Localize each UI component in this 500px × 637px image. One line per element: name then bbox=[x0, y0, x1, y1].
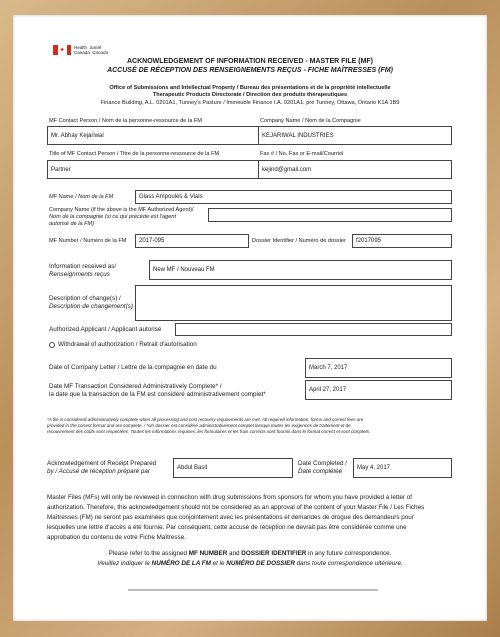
title-en: ACKNOWLEDGEMENT OF INFORMATION RECEIVED - MASTER FILE (MF) bbox=[126, 58, 374, 65]
company-field[interactable]: KEJARIWAL INDUSTRIES bbox=[258, 126, 452, 145]
company-label: Company Name / Nom de la Compagnie bbox=[260, 118, 361, 124]
dossier-field[interactable]: f2017095 bbox=[352, 234, 452, 248]
completed-label: Date Completed / Date complétée bbox=[298, 460, 348, 475]
complete-date-field[interactable]: April 27, 2017 bbox=[305, 380, 452, 400]
mf-name-field[interactable]: Glass Ampoules & Vials bbox=[135, 190, 452, 204]
applicant-label: Authorized Applicant / Applicant autorisé bbox=[49, 326, 162, 333]
dept-name: Health Santé Canada Canada bbox=[74, 45, 109, 55]
description-label: Description of change(s) / Description de changement(s) bbox=[49, 295, 133, 310]
title-fr: ACCUSÉ DE RÉCEPTION DES RENSEIGNEMENTS REÇUS - FICHE MAÎTRESSES (FM) bbox=[107, 67, 393, 74]
contact-field[interactable]: Mr. Abhay Kejariwal bbox=[47, 126, 259, 145]
letter-date-field[interactable]: March 7, 2017 bbox=[305, 358, 452, 378]
prepared-field[interactable]: Abdul Basit bbox=[173, 458, 293, 478]
info-received-field[interactable]: New MF / Nouveau FM bbox=[149, 260, 452, 280]
office-line: Office of Submissions and Intellectual Property / Bureau des présentations et de la propriété intellectuelle bbox=[109, 85, 391, 91]
contact-label: MF Contact Person / Nom de la personne-ressource de la FM bbox=[49, 118, 202, 124]
description-field[interactable] bbox=[135, 285, 452, 321]
review-notice: Master Files (MFs) will only be reviewed in connection with drug submissions from sponsors for whom you have provided a letter of authorization. Therefore, this acknowledgement should not be considered as an approval of the content of your Master File / Les Fiches Maîtresses (FM) ne seront pas examinées que conjointement avec les présentations et demandes de drogue des demandeurs pour lesquelles une lettre d'accès a été fournie. Par conséquent, cette accusé de réception ne devrait pas être considérée comme une approbation du contenu de votre Fiche Maîtresse. bbox=[47, 494, 425, 541]
mf-number-label: MF Number / Numéro de la FM bbox=[49, 238, 127, 244]
agent-label-2: Nom de la compagnie (si ce qui précède est l'agent bbox=[49, 214, 176, 220]
info-label: Information received as/ Renseignments reçus bbox=[49, 263, 117, 278]
address-line: Finance Building, A.L. 0201A1, Tunney's Pasture / Immeuble Finance I.A. 0201A1, pré Tunney, Ottawa, Ontario K1A 1B9 bbox=[100, 100, 400, 106]
prepared-label: Acknowledgement of Receipt Prepared by / Accusé de réception préparé par bbox=[47, 460, 157, 475]
refer-fr: Veuillez indiquer le NUMÉRO DE LA FM et le NUMÉRO DE DOSSIER dans toute correspondance ultérieure. bbox=[97, 560, 403, 567]
applicant-field[interactable] bbox=[175, 323, 452, 336]
mf-name-label: MF Name / Nom de la FM bbox=[49, 194, 114, 200]
health-canada-logo bbox=[53, 45, 108, 55]
directorate-line: Therapeutic Products Directorate / Direction des produits thérapeutiques bbox=[152, 92, 348, 98]
fax-field[interactable]: kejind@gmail.com bbox=[258, 160, 452, 179]
withdrawal-label: Withdrawal of authorization / Retrait d'autorisation bbox=[58, 341, 197, 348]
title-label: Title of MF Contact Person / Titre de la personne-ressource de la FM bbox=[49, 151, 220, 157]
refer-en: Please refer to the assigned MF NUMBER and DOSSIER IDENTIFIER in any future correspondence. bbox=[108, 550, 392, 557]
agent-label-1: Company Name (if the above is the MF Authorized Agent)/ bbox=[49, 207, 194, 213]
canada-flag-icon: ✦ bbox=[53, 45, 71, 55]
agent-field[interactable] bbox=[208, 208, 452, 222]
fax-label: Fax # / No. Fax or E-mail/Courriel bbox=[260, 151, 344, 157]
letter-date-label: Date of Company Letter / Lettre de la compagnie en date du bbox=[49, 364, 217, 371]
cut-off-text bbox=[128, 589, 378, 591]
mf-number-field[interactable]: 2017-095 bbox=[135, 234, 249, 248]
dossier-label: Dossier Identifier / Numéro de dossier bbox=[252, 238, 346, 244]
document-page bbox=[13, 15, 487, 621]
agent-label-3: autorisé de la FM) bbox=[49, 221, 95, 227]
complete-date-label: Date MF Transaction Considered Administratively Complete* / la date que la transaction de la FM est considéré administrativement complet* bbox=[49, 383, 266, 398]
completed-field[interactable]: May 4, 2017 bbox=[353, 458, 452, 478]
title-field[interactable]: Partner bbox=[47, 160, 259, 179]
footnote: *A file is considered administratively complete when all processing and cost recovery requirements are met. All required information, forms and correct fees are provided in the correct format and are complete. / *Un dossier est considéré administrativement complet lorsque toutes les exigences de traitement et de recouvrement des coûts sont respectées. Toutes les informations requises, les formulaires et les frais corrects sont fournis dans le format correct et sont complets. bbox=[47, 417, 371, 434]
withdrawal-radio[interactable] bbox=[49, 342, 55, 348]
